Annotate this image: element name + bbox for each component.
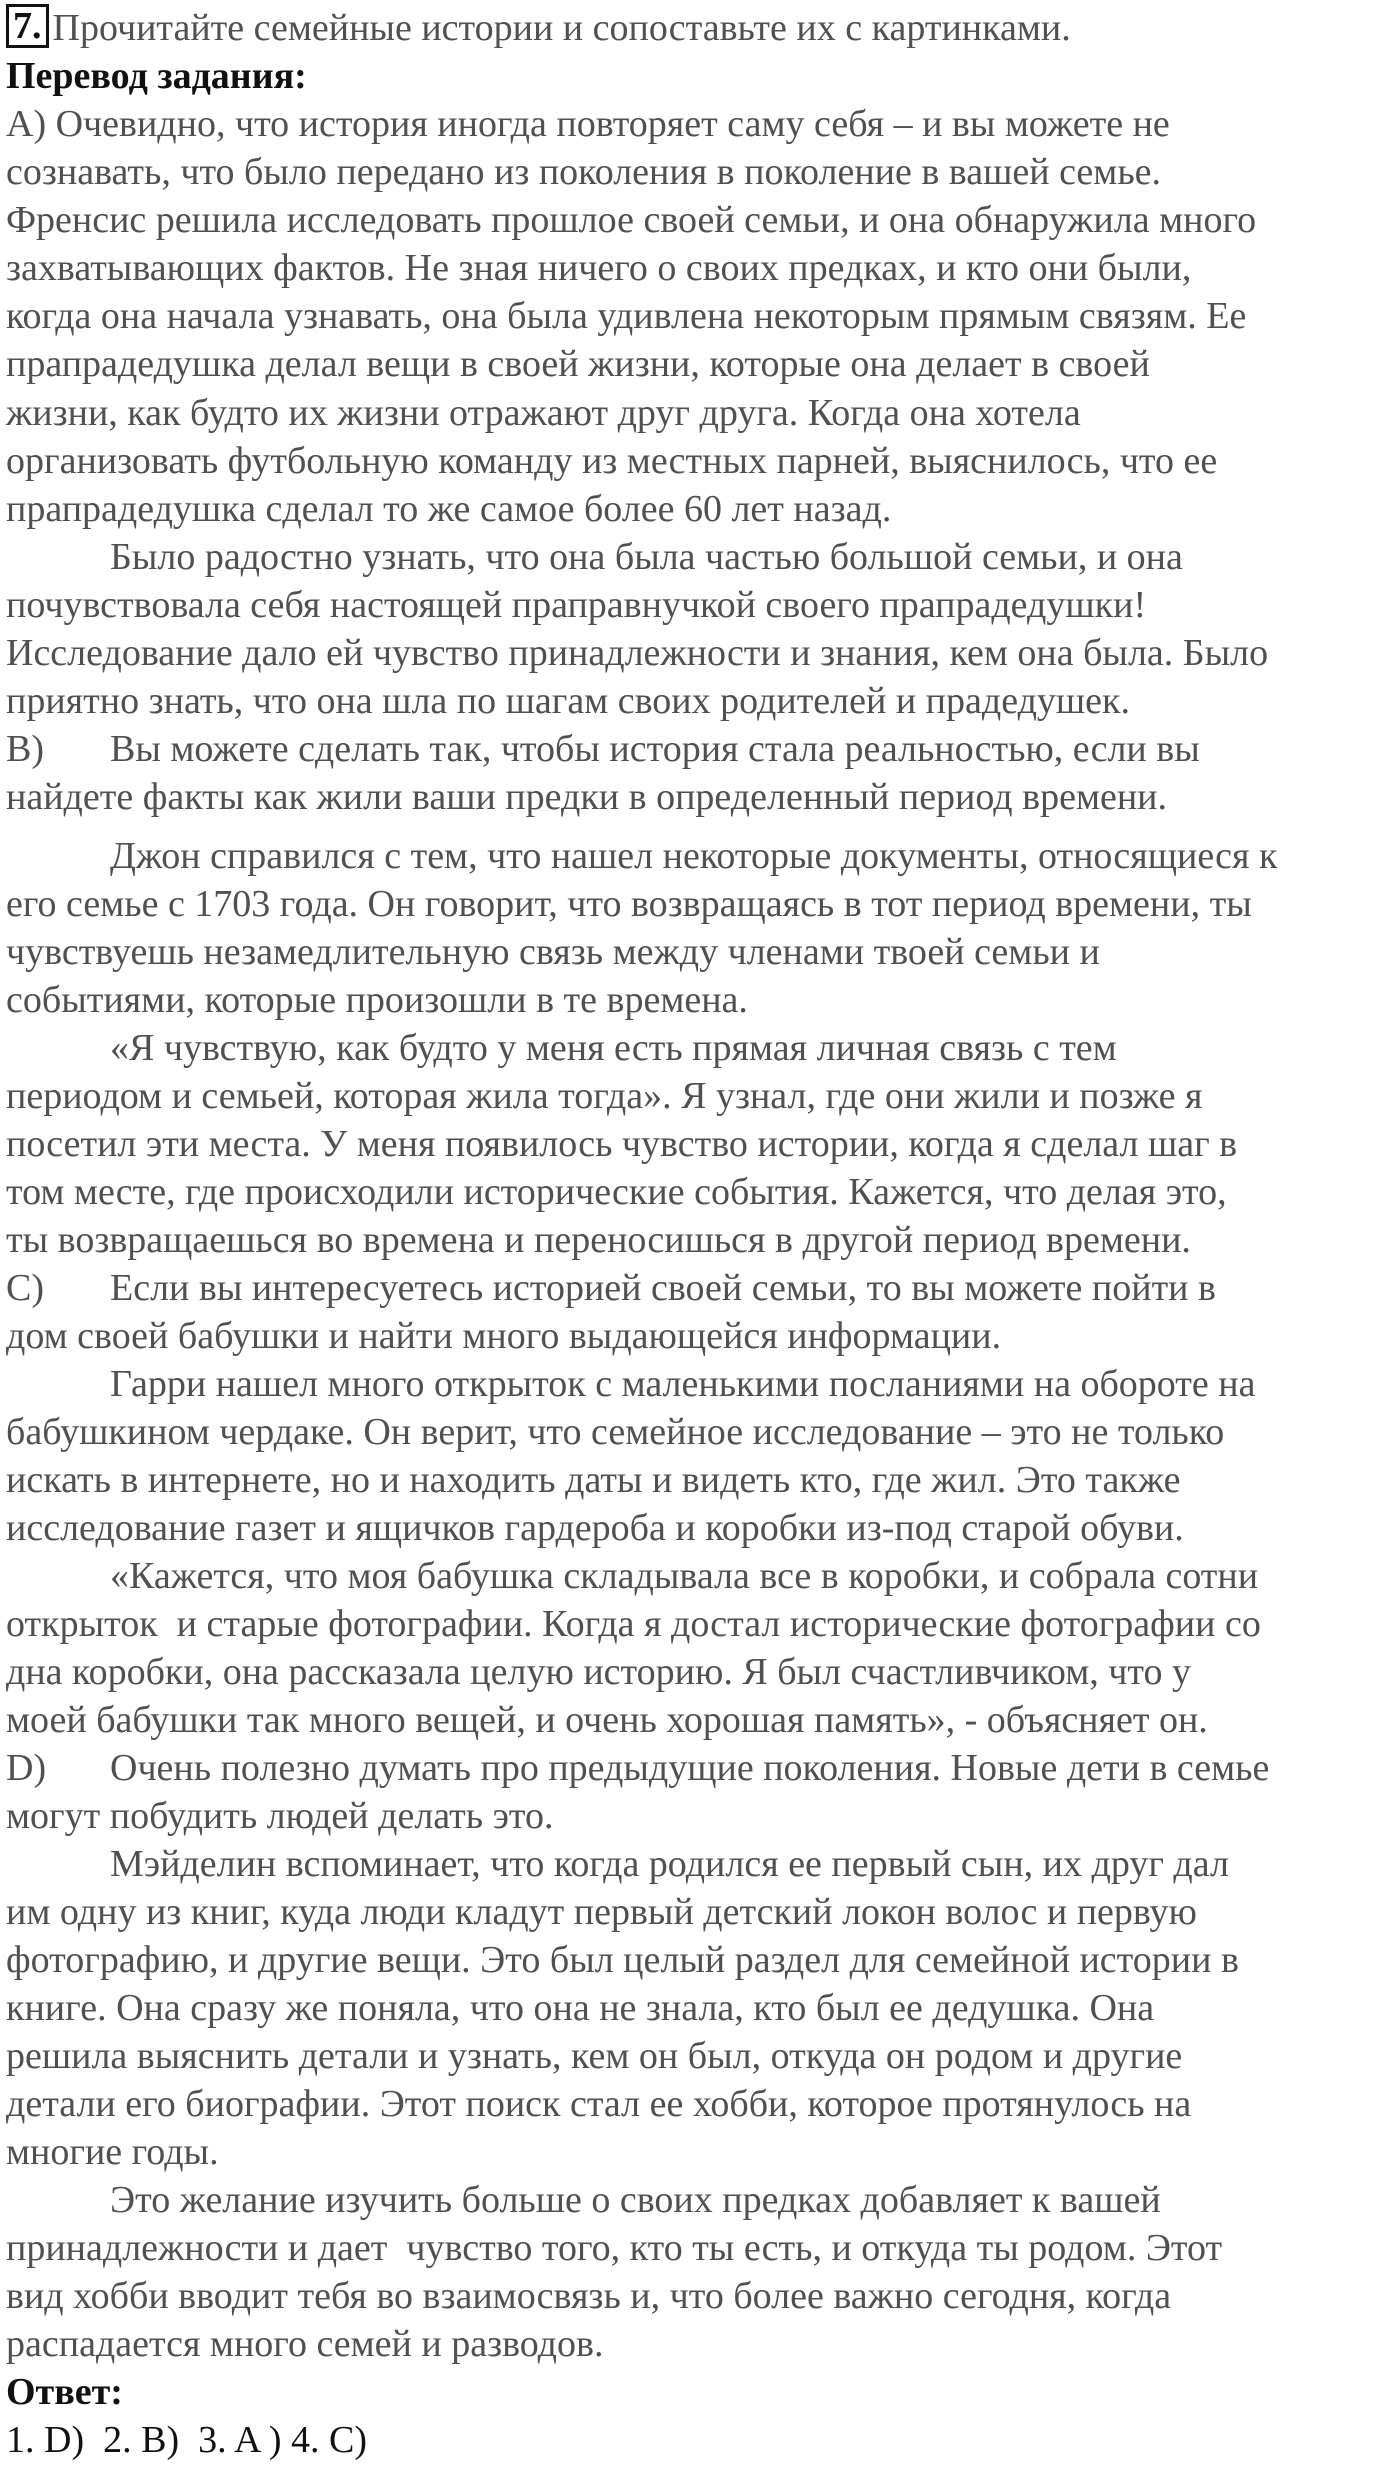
- text-line: организовать футбольную команду из местных парней, выяснилось, что ее: [6, 440, 1218, 482]
- text-line: В) Вы можете сделать так, чтобы история стала реальностью, если вы: [6, 725, 1200, 774]
- text-line: «Я чувствую, как будто у меня есть прямая личная связь с тем: [110, 1027, 1117, 1069]
- section-marker-c: С): [6, 1267, 44, 1309]
- translation-heading: Перевод задания:: [6, 55, 307, 97]
- text-line: решила выяснить детали и узнать, кем он был, откуда он родом и другие: [6, 2035, 1183, 2077]
- text-line: моей бабушки так много вещей, и очень хорошая память», - объясняет он.: [6, 1699, 1208, 1741]
- text-line: событиями, которые произошли в те времена.: [6, 979, 748, 1021]
- text-line: открыток и старые фотографии. Когда я достал исторические фотографии со: [6, 1603, 1261, 1645]
- text-line: «Кажется, что моя бабушка складывала все в коробки, и собрала сотни: [110, 1555, 1259, 1597]
- text-line: D) Очень полезно думать про предыдущие поколения. Новые дети в семье: [6, 1744, 1269, 1793]
- text-line: жизни, как будто их жизни отражают друг друга. Когда она хотела: [6, 392, 1081, 434]
- text-line: периодом и семьей, которая жила тогда». Я узнал, где они жили и позже я: [6, 1075, 1203, 1117]
- text-line: С) Если вы интересуетесь историей своей семьи, то вы можете пойти в: [6, 1264, 1216, 1313]
- text-line: посетил эти места. У меня появилось чувство истории, когда я сделал шаг в: [6, 1123, 1238, 1165]
- text-line: Это желание изучить больше о своих предках добавляет к вашей: [110, 2179, 1161, 2221]
- text-line: Гарри нашел много открыток с маленькими посланиями на обороте на: [110, 1363, 1256, 1405]
- text-line: его семье с 1703 года. Он говорит, что возвращаясь в тот период времени, ты: [6, 883, 1252, 925]
- text-line: чувствуешь незамедлительную связь между членами твоей семьи и: [6, 931, 1100, 973]
- text-line: сознавать, что было передано из поколения в поколение в вашей семье.: [6, 151, 1162, 193]
- text-line: захватывающих фактов. Не зная ничего о своих предках, и кто они были,: [6, 247, 1192, 289]
- text-line: распадается много семей и разводов.: [6, 2323, 604, 2365]
- answer-heading: Ответ:: [6, 2371, 123, 2413]
- text-line: искать в интернете, но и находить даты и видеть кто, где жил. Это также: [6, 1459, 1181, 1501]
- text-line: многие годы.: [6, 2131, 219, 2173]
- text-line: им одну из книг, куда люди кладут первый детский локон волос и первую: [6, 1891, 1197, 1933]
- text-line: исследование газет и ящичков гардероба и коробки из-под старой обуви.: [6, 1507, 1184, 1549]
- text-line: Мэйделин вспоминает, что когда родился ее первый сын, их друг дал: [110, 1843, 1229, 1885]
- text-line: прапрадедушка делал вещи в своей жизни, которые она делает в своей: [6, 343, 1150, 385]
- task-instruction: Прочитайте семейные истории и сопоставьте их с картинками.: [52, 7, 1071, 49]
- text-line: Джон справился с тем, что нашел некоторые документы, относящиеся к: [110, 835, 1278, 877]
- text-line: приятно знать, что она шла по шагам своих родителей и прадедушек.: [6, 680, 1130, 722]
- text-line: ты возвращаешься во времена и переносишься в другой период времени.: [6, 1219, 1191, 1261]
- task-number: 7.: [6, 4, 49, 48]
- text-line: детали его биографии. Этот поиск стал ее хобби, которое протянулось на: [6, 2083, 1192, 2125]
- text-line: бабушкином чердаке. Он верит, что семейное исследование – это не только: [6, 1411, 1225, 1453]
- section-marker-b: В): [6, 728, 44, 770]
- text-line: вид хобби вводит тебя во взаимосвязь и, что более важно сегодня, когда: [6, 2275, 1172, 2317]
- text-line: почувствовала себя настоящей праправнучкой своего прапрадедушки!: [6, 584, 1147, 626]
- text-line: фотографию, и другие вещи. Это был целый раздел для семейной истории в: [6, 1939, 1239, 1981]
- task-instruction-line: [6, 4, 1071, 53]
- text-line: том месте, где происходили исторические события. Кажется, что делая это,: [6, 1171, 1227, 1213]
- text-line: когда она начала узнавать, она была удивлена некоторым прямым связям. Ее: [6, 295, 1247, 337]
- section-marker-d: D): [6, 1747, 47, 1789]
- text-line: принадлежности и дает чувство того, кто ты есть, и откуда ты родом. Этот: [6, 2227, 1223, 2269]
- text-line: книге. Она сразу же поняла, что она не знала, кто был ее дедушка. Она: [6, 1987, 1155, 2029]
- text-line: могут побудить людей делать это.: [6, 1795, 554, 1837]
- text-line: А) Очевидно, что история иногда повторяет саму себя – и вы можете не: [6, 103, 1170, 145]
- text-line: дна коробки, она рассказала целую историю. Я был счастливчиком, что у: [6, 1651, 1191, 1693]
- text-line: прапрадедушка сделал то же самое более 60 лет назад.: [6, 488, 892, 530]
- text-line: Исследование дало ей чувство принадлежности и знания, кем она была. Было: [6, 632, 1269, 674]
- text-line: Френсис решила исследовать прошлое своей семьи, и она обнаружила много: [6, 199, 1257, 241]
- answer-text: 1. D) 2. B) 3. A ) 4. C): [6, 2419, 367, 2461]
- text-line: Было радостно узнать, что она была частью большой семьи, и она: [110, 536, 1183, 578]
- text-line: дом своей бабушки и найти много выдающейся информации.: [6, 1315, 1002, 1357]
- text-line: найдете факты как жили ваши предки в определенный период времени.: [6, 776, 1168, 818]
